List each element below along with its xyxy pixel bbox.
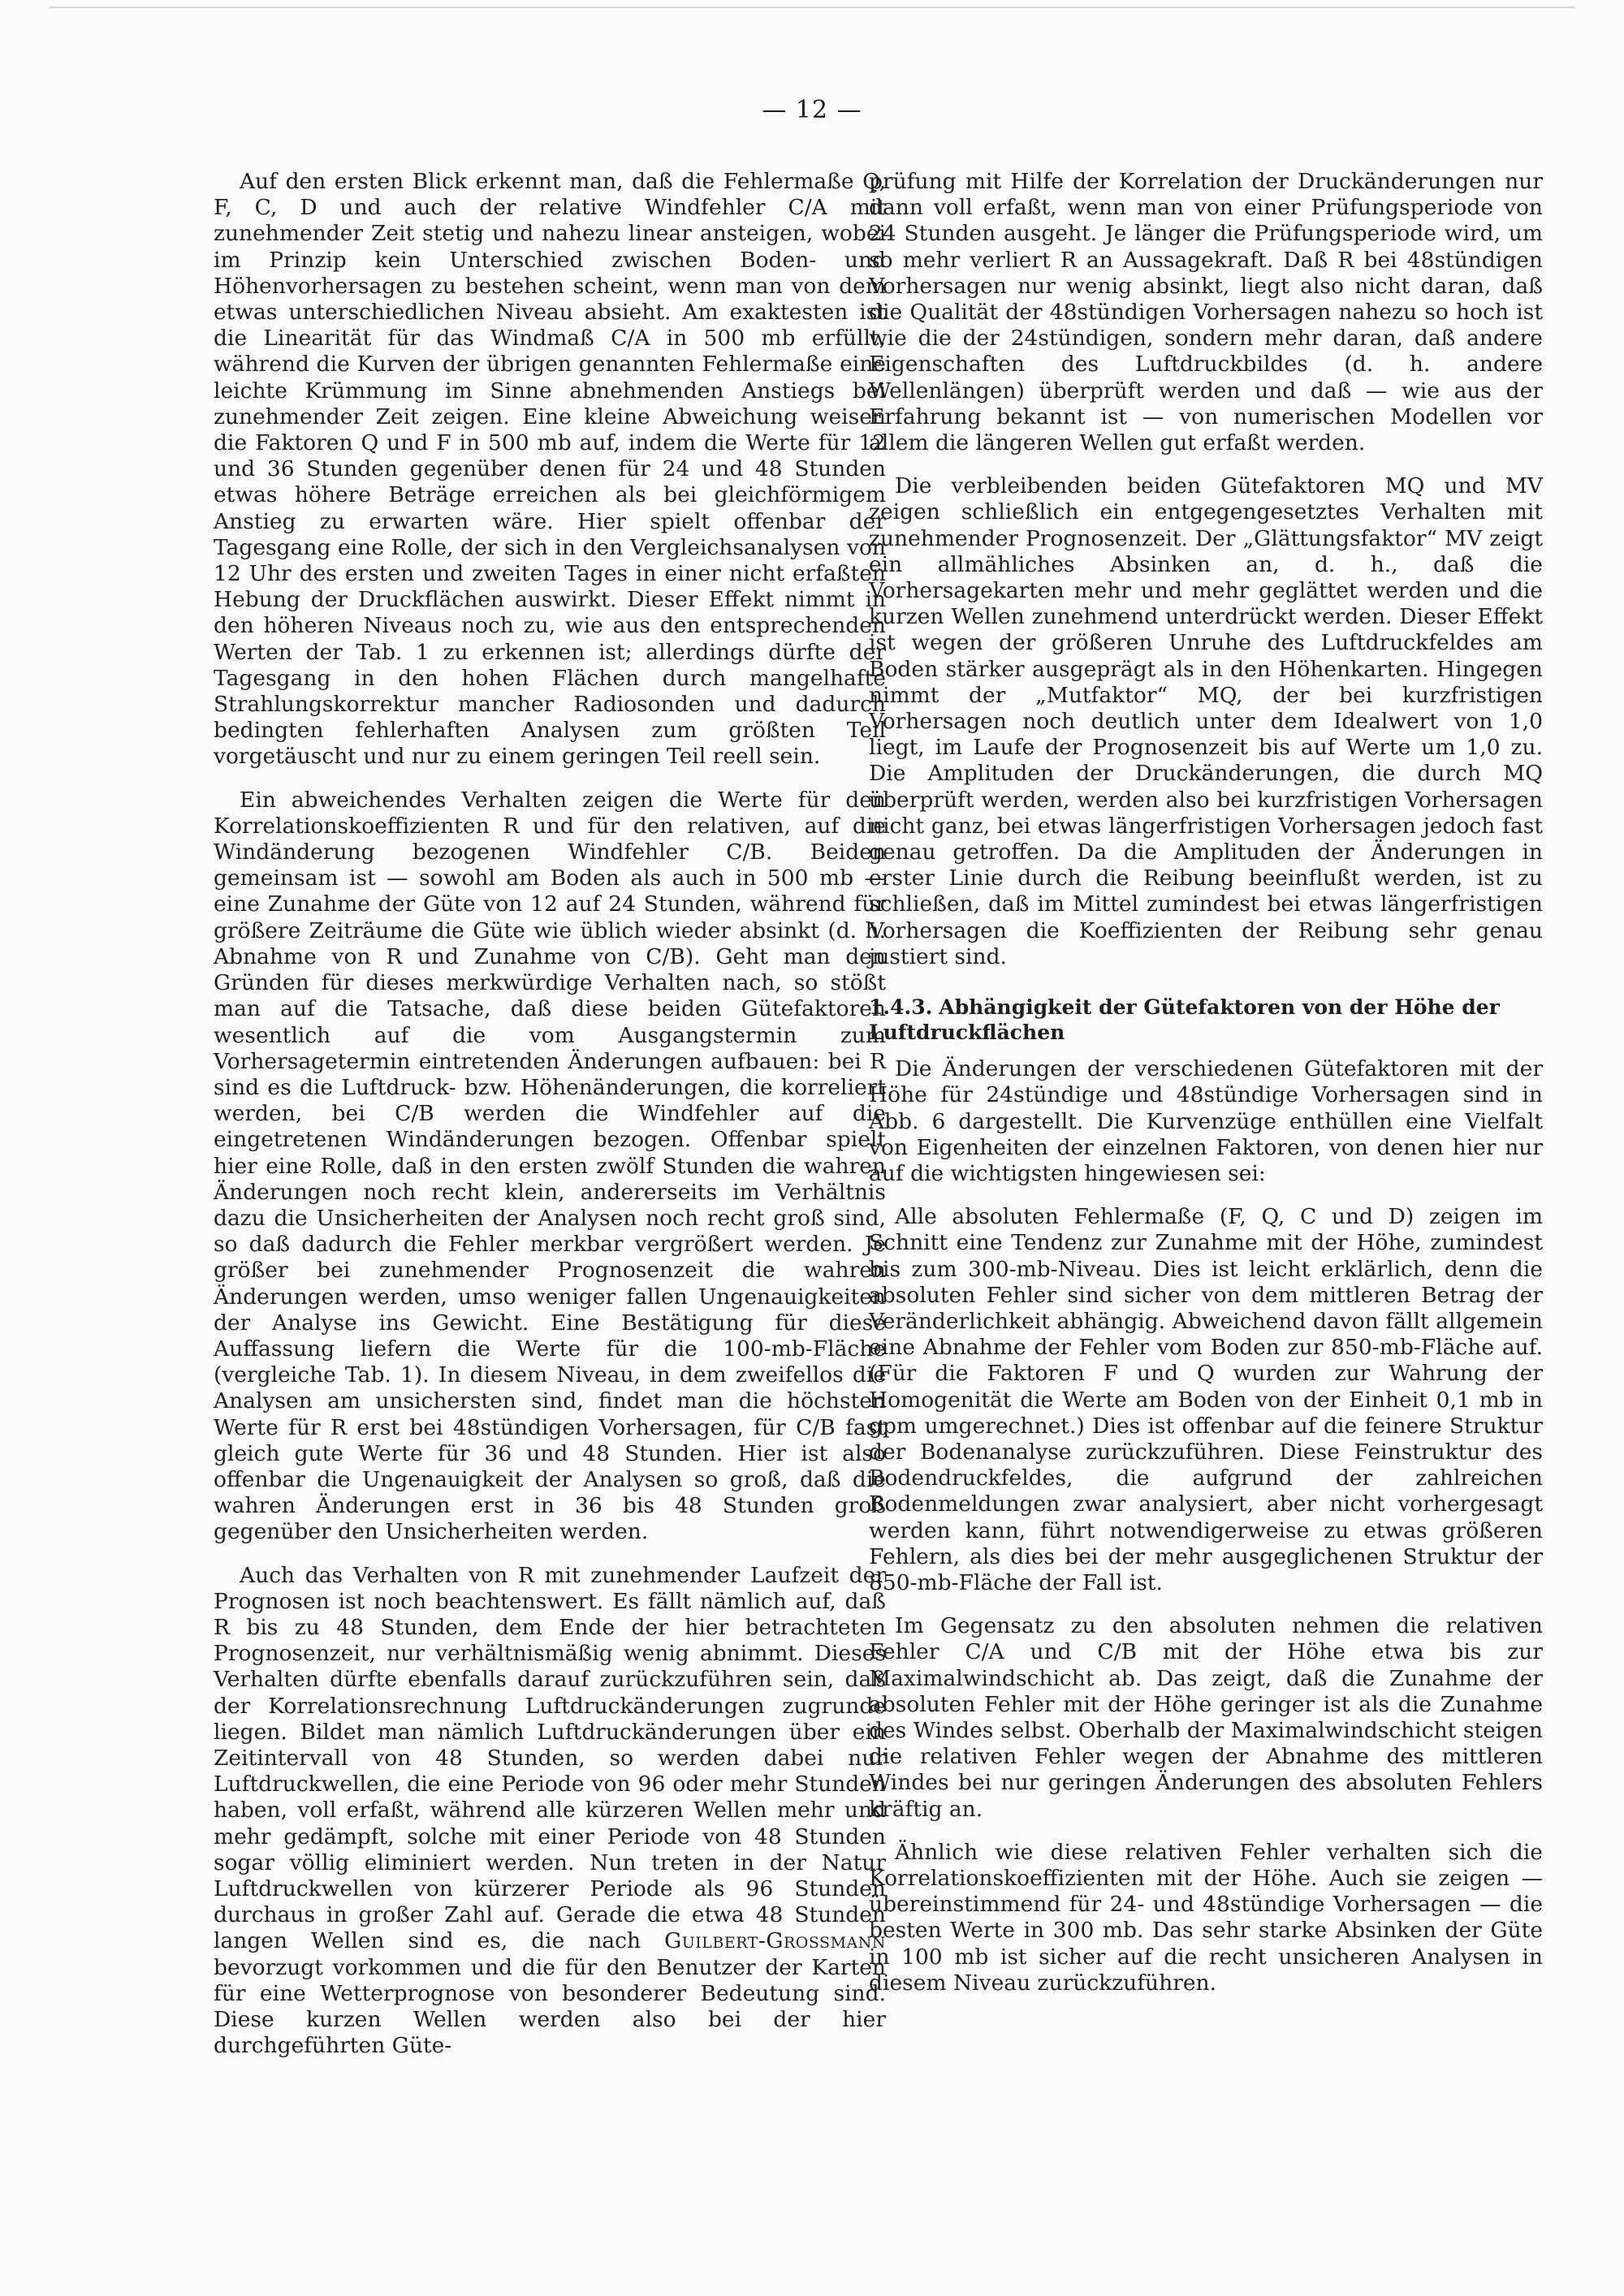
page-number: — 12 — [762, 96, 862, 124]
scan-edge-line [49, 6, 1575, 8]
section-heading [869, 995, 1543, 1045]
paragraph-error-measures-linear: Auf den ersten Blick erkennt man, daß die Fehlermaße Q, F, C, D und auch der relative Windfehler C/A mit zunehmender Zeit stetig und nahezu linear ansteigen, wobei im Prinzip kein Unterschied zwischen Boden- und Höhenvorhersagen zu bestehen scheint, wenn man von dem etwas unterschiedlichen Niveau absieht. Am exaktesten ist die Linearität für das Windmaß C/A in 500 mb erfüllt, während die Kurven der übrigen genannten Fehlermaße eine leichte Krümmung im Sinne abnehmenden Anstiegs bei zunehmender Zeit zeigen. Eine kleine Abweichung weisen die Faktoren Q und F in 500 mb auf, indem die Werte für 12 und 36 Stunden gegenüber denen für 24 und 48 Stunden etwas höhere Beträge erreichen als bei gleichförmigem Anstieg zu erwarten wäre. Hier spielt offenbar der Tagesgang eine Rolle, der sich in den Vergleichsanalysen von 12 Uhr des ersten und zweiten Tages in einer nicht erfaßten Hebung der Druckflächen auswirkt. Dieser Effekt nimmt in den höheren Niveaus noch zu, wie aus den entsprechenden Werten der Tab. 1 zu erkennen ist; allerdings dürfte der Tagesgang in den hohen Flächen durch mangelhafte Strahlungskorrektur mancher Radiosonden und dadurch bedingten fehlerhaften Analysen zum größten Teil vorgetäuscht und nur zu einem geringen Teil reell sein. [214, 169, 886, 770]
left-column [214, 169, 886, 2076]
paragraph-height-dependence: Die Änderungen der verschiedenen Gütefaktoren mit der Höhe für 24stündige und 48stündige Vorhersagen sind in Abb. 6 dargestellt. Die Kurvenzüge enthüllen eine Vielfalt von Eigenheiten der einzelnen Faktoren, von denen hier nur auf die wichtigsten hingewiesen sei: [869, 1056, 1543, 1186]
paragraph-relative-errors: Im Gegensatz zu den absoluten nehmen die relativen Fehler C/A und C/B mit der Höhe etwa bis zur Maximalwindschicht ab. Das zeigt, daß die Zunahme der absoluten Fehler mit der Höhe geringer ist als die Zunahme des Windes selbst. Oberhalb der Maximalwindschicht steigen die relativen Fehler wegen der Abnahme des mittleren Windes bei nur geringen Änderungen des absoluten Fehlers kräftig an. [869, 1613, 1543, 1822]
paragraph-correlation-height: Ähnlich wie diese relativen Fehler verhalten sich die Korrelationskoeffizienten mit der Höhe. Auch sie zeigen — übereinstimmend für 24- und 48stündige Vorhersagen — die besten Werte in 300 mb. Das sehr starke Absinken der Güte in 100 mb ist sicher auf die recht unsicheren Analysen in diesem Niveau zurückzuführen. [869, 1839, 1543, 1996]
paragraph-correlation-deviation: Ein abweichendes Verhalten zeigen die Werte für den Korrelationskoeffizienten R und für den relativen, auf die Windänderung bezogenen Windfehler C/B. Beiden gemeinsam ist — sowohl am Boden als auch in 500 mb — eine Zunahme der Güte von 12 auf 24 Stunden, während für größere Zeiträume die Güte wie üblich wieder absinkt (d. h. Abnahme von R und Zunahme von C/B). Geht man den Gründen für dieses merkwürdige Verhalten nach, so stößt man auf die Tatsache, daß diese beiden Gütefaktoren wesentlich auf die vom Ausgangstermin zum Vorhersagetermin eintretenden Änderungen aufbauen: bei R sind es die Luftdruck- bzw. Höhenänderungen, die korreliert werden, bei C/B werden die Windfehler auf die eingetretenen Windänderungen bezogen. Offenbar spielt hier eine Rolle, daß in den ersten zwölf Stunden die wahren Änderungen noch recht klein, andererseits im Verhältnis dazu die Unsicherheiten der Analysen noch recht groß sind, so daß dadurch die Fehler merkbar vergrößert werden. Je größer bei zunehmender Prognosenzeit die wahren Änderungen werden, umso weniger fallen Ungenauigkeiten der Analyse ins Gewicht. Eine Bestätigung für diese Auffassung liefern die Werte für die 100-mb-Fläche (vergleiche Tab. 1). In diesem Niveau, in dem zweifellos die Analysen am unsichersten sind, findet man die höchsten Werte für R erst bei 48stündigen Vorhersagen, für C/B fast gleich gute Werte für 36 und 48 Stunden. Hier ist also offenbar die Ungenauigkeit der Analysen so groß, daß die wahren Änderungen erst in 36 bis 48 Stunden groß gegenüber den Unsicherheiten werden. [214, 787, 886, 1545]
paragraph-absolute-errors: Alle absoluten Fehlermaße (F, Q, C und D) zeigen im Schnitt eine Tendenz zur Zunahme mit der Höhe, zumindest bis zum 300-mb-Niveau. Dies ist leicht erklärlich, denn die absoluten Fehler sind sicher von dem mittleren Betrag der Veränderlichkeit abhängig. Abweichend davon fällt allgemein eine Abnahme der Fehler vom Boden zur 850-mb-Fläche auf. (Für die Faktoren F und Q wurden zur Wahrung der Homogenität die Werte am Boden von der Einheit 0,1 mb in gpm umgerechnet.) Dies ist offenbar auf die feinere Struktur der Bodenanalyse zurückzuführen. Diese Feinstruktur des Bodendruckfeldes, die aufgrund der zahlreichen Bodenmeldungen zwar analysiert, aber nicht vorhergesagt werden kann, führt notwendigerweise zu etwas größeren Fehlern, als dies bei der mehr ausgeglichenen Struktur der 850-mb-Fläche der Fall ist. [869, 1204, 1543, 1595]
paragraph-mq-mv-factors: Die verbleibenden beiden Gütefaktoren MQ und MV zeigen schließlich ein entgegengesetztes Verhalten mit zunehmender Prognosenzeit. Der „Glättungsfaktor“ MV zeigt ein allmähliches Absinken an, d. h., daß die Vorhersagekarten mehr und mehr geglättet werden und die kurzen Wellen zunehmend unterdrückt werden. Dieser Effekt ist wegen der größeren Unruhe des Luftdruckfeldes am Boden stärker ausgeprägt als in den Höhenkarten. Hingegen nimmt der „Mutfaktor“ MQ, der bei kurzfristigen Vorhersagen noch deutlich unter dem Idealwert von 1,0 liegt, im Laufe der Prognosenzeit bis auf Werte um 1,0 zu. Die Amplituden der Druckänderungen, die durch MQ überprüft werden, werden also bei kurzfristigen Vorhersagen nicht ganz, bei etwas längerfristigen Vorhersagen jedoch fast genau getroffen. Da die Amplituden der Änderungen in erster Linie durch die Reibung beeinflußt werden, ist zu schließen, daß im Mittel zumindest bei etwas längerfristigen Vorhersagen die Koeffizienten der Reibung sehr genau justiert sind. [869, 473, 1543, 969]
paragraph-r-behaviour-part2: bevorzugt vorkommen und die für den Benutzer der Karten für eine Wetterprognose von besonderer Bedeutung sind. Diese kurzen Wellen werden also bei der hier durchgeführten Güte- [214, 1954, 886, 2059]
section-number: 1.4.3. [869, 995, 933, 1020]
right-column [869, 169, 1543, 2013]
author-citation: Guilbert-Grossmann [664, 1928, 886, 1954]
paragraph-r-behaviour-part1: Auch das Verhalten von R mit zunehmender Laufzeit der Prognosen ist noch beachtenswert. Es fällt nämlich auf, daß R bis zu 48 Stunden, dem Ende der hier betrachteten Prognosenzeit, nur verhältnismäßig wenig abnimmt. Dieses Verhalten dürfte ebenfalls darauf zurückzuführen sein, daß der Korrelationsrechnung Luftdruckänderungen zugrunde liegen. Bildet man nämlich Luftdruckänderungen über ein Zeitintervall von 48 Stunden, so werden dabei nur Luftdruckwellen, die eine Periode von 96 oder mehr Stunden haben, voll erfaßt, während alle kürzeren Wellen mehr und mehr gedämpft, solche mit einer Periode von 48 Stunden sogar völlig eliminiert werden. Nun treten in der Natur Luftdruckwellen von kürzerer Periode als 96 Stunden durchaus in großer Zahl auf. Gerade die etwa 48 Stunden langen Wellen sind es, die nach [214, 1562, 886, 1954]
section-title: Abhängigkeit der Gütefaktoren von der Höhe der Luftdruckflächen [869, 995, 1500, 1045]
paragraph-r-behaviour [214, 1563, 886, 2060]
paragraph-continuation: prüfung mit Hilfe der Korrelation der Druckänderungen nur dann voll erfaßt, wenn man von einer Prüfungsperiode von 24 Stunden ausgeht. Je länger die Prüfungsperiode wird, um so mehr verliert R an Aussagekraft. Daß R bei 48stündigen Vorhersagen nur wenig absinkt, liegt also nicht daran, daß die Qualität der 48stündigen Vorhersagen nahezu so hoch ist wie die der 24stündigen, sondern mehr daran, daß andere Eigenschaften des Luftdruckbildes (d. h. andere Wellenlängen) überprüft werden und daß — wie aus der Erfahrung bekannt ist — von numerischen Modellen vor allem die längeren Wellen gut erfaßt werden. [869, 169, 1543, 456]
